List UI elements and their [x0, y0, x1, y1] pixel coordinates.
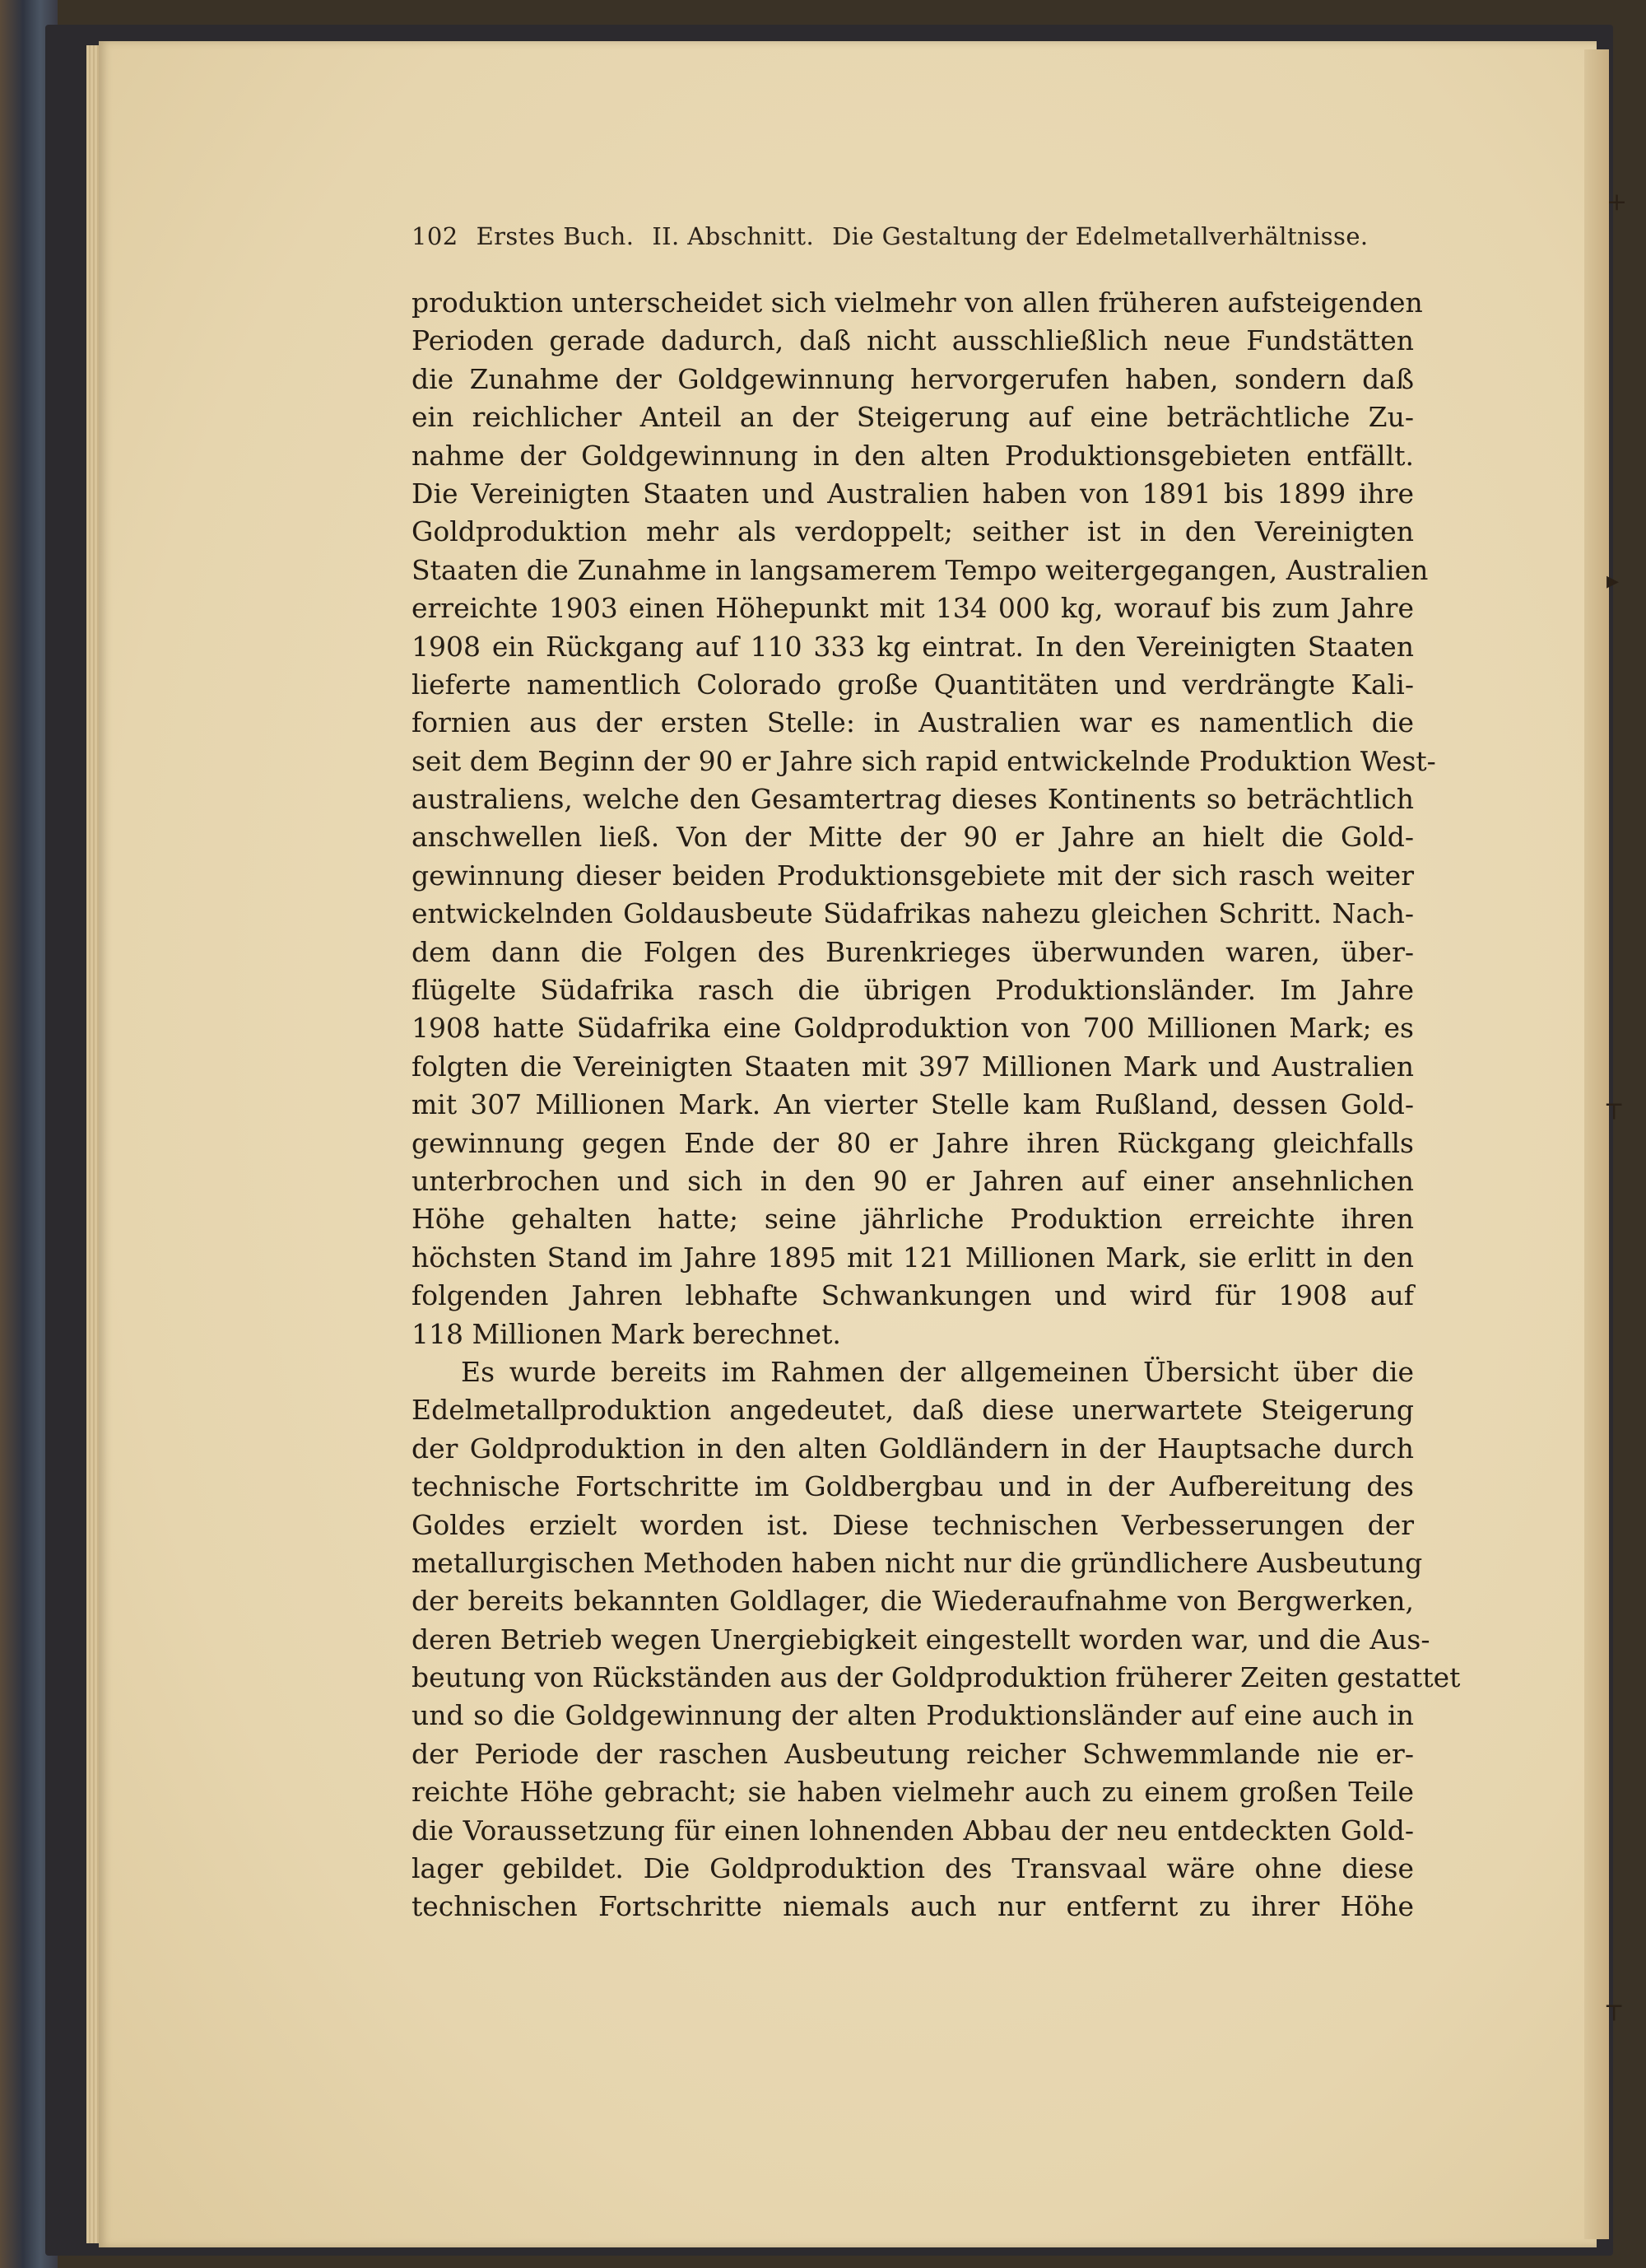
text-line: flügelte Südafrika rasch die übrigen Produktionsländer. Im Jahre	[412, 974, 1414, 1007]
text-line: lieferte namentlich Colorado große Quantitäten und verdrängte Kali-	[412, 668, 1414, 701]
running-header	[412, 222, 1369, 250]
text-line: 1908 ein Rückgang auf 110 333 kg eintrat. In den Vereinigten Staaten	[412, 630, 1414, 663]
page-right-edge	[1584, 49, 1609, 2239]
text-line: beutung von Rückständen aus der Goldproduktion früherer Zeiten gestattet	[412, 1661, 1461, 1694]
text-line: unterbrochen und sich in den 90 er Jahren auf einer ansehnlichen	[412, 1164, 1414, 1197]
text-line: folgten die Vereinigten Staaten mit 397 Millionen Mark und Australien	[412, 1050, 1414, 1083]
text-line: erreichte 1903 einen Höhepunkt mit 134 000 kg, worauf bis zum Jahre	[412, 592, 1414, 625]
text-line: die Zunahme der Goldgewinnung hervorgerufen haben, sondern daß	[412, 362, 1414, 395]
text-line: und so die Goldgewinnung der alten Produktionsländer auf eine auch in	[412, 1699, 1414, 1732]
tab-marker-4: ┬	[1606, 1992, 1622, 2021]
header-book: Erstes Buch.	[476, 222, 635, 250]
text-line: anschwellen ließ. Von der Mitte der 90 er Jahre an hielt die Gold-	[412, 821, 1414, 854]
text-line: ein reichlicher Anteil an der Steigerung auf eine beträchtliche Zu-	[412, 401, 1414, 434]
text-line: deren Betrieb wegen Unergiebigkeit eingestellt worden war, und die Aus-	[412, 1623, 1430, 1656]
text-line: Edelmetallproduktion angedeutet, daß diese unerwartete Steigerung	[412, 1394, 1414, 1427]
text-line: der Goldproduktion in den alten Goldländern in der Hauptsache durch	[412, 1432, 1414, 1465]
text-line: technische Fortschritte im Goldbergbau und in der Aufbereitung des	[412, 1470, 1414, 1503]
tab-marker-2: ▸	[1606, 566, 1620, 595]
text-line: Goldes erzielt worden ist. Diese technischen Verbesserungen der	[412, 1508, 1414, 1541]
text-line: der bereits bekannten Goldlager, die Wiederaufnahme von Bergwerken,	[412, 1585, 1414, 1618]
text-line: gewinnung dieser beiden Produktionsgebiete mit der sich rasch weiter	[412, 859, 1414, 892]
text-line: fornien aus der ersten Stelle: in Australien war es namentlich die	[412, 706, 1414, 739]
text-line: Perioden gerade dadurch, daß nicht ausschließlich neue Fundstätten	[412, 324, 1414, 357]
text-line: mit 307 Millionen Mark. An vierter Stelle kam Rußland, dessen Gold-	[412, 1088, 1414, 1121]
page-number: 102	[412, 222, 458, 250]
header-title: Die Gestaltung der Edelmetallverhältnisse.	[832, 222, 1369, 250]
text-line: technischen Fortschritte niemals auch nur entfernt zu ihrer Höhe	[412, 1890, 1414, 1923]
text-line: folgenden Jahren lebhafte Schwankungen und wird für 1908 auf	[412, 1279, 1414, 1312]
text-line: entwickelnden Goldausbeute Südafrikas nahezu gleichen Schritt. Nach-	[412, 897, 1414, 930]
text-line: seit dem Beginn der 90 er Jahre sich rapid entwickelnde Produktion West-	[412, 744, 1436, 777]
text-line: Die Vereinigten Staaten und Australien haben von 1891 bis 1899 ihre	[412, 477, 1414, 510]
text-line: Höhe gehalten hatte; seine jährliche Produktion erreichte ihren	[412, 1203, 1414, 1236]
text-line: Staaten die Zunahme in langsamerem Tempo weitergegangen, Australien	[412, 553, 1429, 586]
text-line: Es wurde bereits im Rahmen der allgemeinen Übersicht über die	[461, 1355, 1414, 1388]
tab-marker-1: +	[1606, 188, 1628, 217]
text-line: metallurgischen Methoden haben nicht nur die gründlichere Ausbeutung	[412, 1546, 1423, 1579]
header-section: II. Abschnitt.	[652, 222, 815, 250]
tab-marker-3: ┬	[1606, 1091, 1622, 1120]
text-line: australiens, welche den Gesamtertrag dieses Kontinents so beträchtlich	[412, 783, 1414, 816]
text-line: lager gebildet. Die Goldproduktion des Transvaal wäre ohne diese	[412, 1852, 1414, 1885]
text-line: höchsten Stand im Jahre 1895 mit 121 Millionen Mark, sie erlitt in den	[412, 1241, 1414, 1274]
text-line: der Periode der raschen Ausbeutung reicher Schwemmlande nie er-	[412, 1737, 1414, 1770]
text-line: 1908 hatte Südafrika eine Goldproduktion von 700 Millionen Mark; es	[412, 1012, 1414, 1045]
text-line: die Voraussetzung für einen lohnenden Abbau der neu entdeckten Gold-	[412, 1814, 1414, 1847]
text-line: nahme der Goldgewinnung in den alten Produktionsgebieten entfällt.	[412, 439, 1414, 472]
page-body-text	[412, 284, 1461, 1926]
text-line: reichte Höhe gebracht; sie haben vielmehr auch zu einem großen Teile	[412, 1776, 1414, 1809]
text-line: 118 Millionen Mark berechnet.	[412, 1317, 841, 1350]
text-line: dem dann die Folgen des Burenkrieges überwunden waren, über-	[412, 935, 1414, 968]
text-line: gewinnung gegen Ende der 80 er Jahre ihren Rückgang gleichfalls	[412, 1126, 1414, 1159]
text-line: produktion unterscheidet sich vielmehr von allen früheren aufsteigenden	[412, 286, 1423, 319]
text-line: Goldproduktion mehr als verdoppelt; seither ist in den Vereinigten	[412, 515, 1414, 548]
